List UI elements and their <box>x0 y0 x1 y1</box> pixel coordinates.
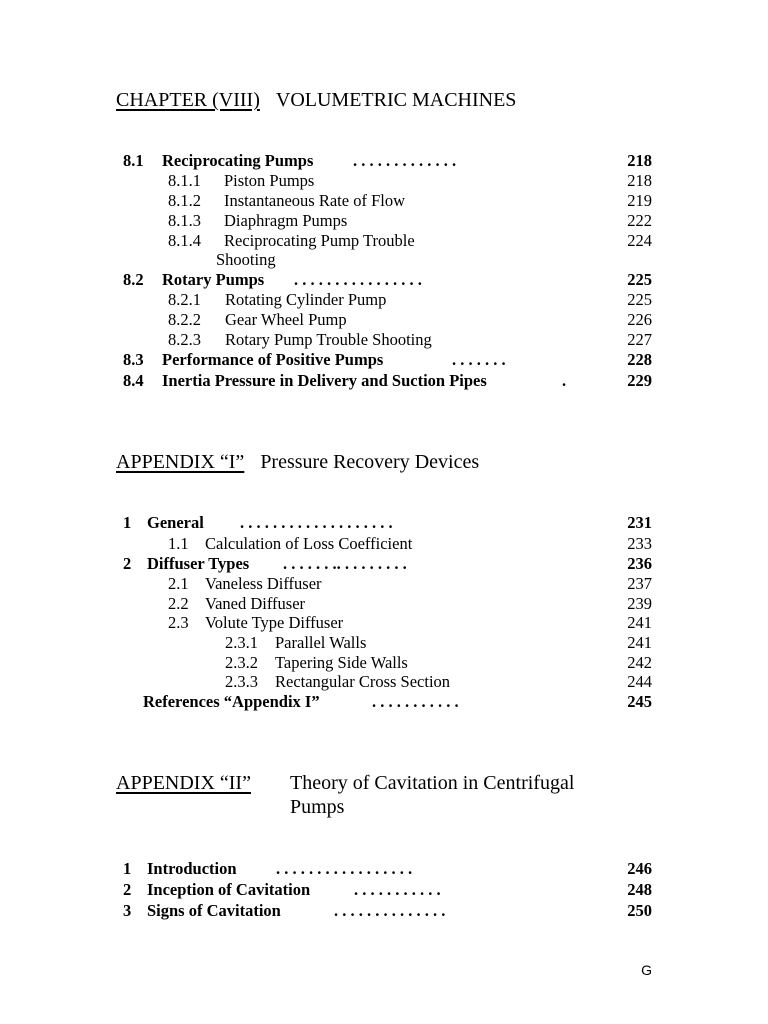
entry-page: 229 <box>627 371 652 390</box>
entry-number: 2.3.3 <box>225 672 258 691</box>
entry-title: Calculation of Loss Coefficient <box>205 534 413 553</box>
entry-page: 231 <box>627 513 652 532</box>
entry-page: 241 <box>627 633 652 652</box>
entry-number: 2.3 <box>168 613 189 632</box>
entry-number: 2.3.1 <box>225 633 258 652</box>
entry-page: 239 <box>627 594 652 613</box>
entry-page: 218 <box>627 151 652 170</box>
entry-title: References “Appendix I” <box>143 692 320 711</box>
entry-page: 250 <box>627 901 652 920</box>
toc-entry[interactable] <box>0 231 768 251</box>
entry-page: 241 <box>627 613 652 632</box>
toc-entry[interactable] <box>0 880 768 900</box>
toc-entry[interactable] <box>0 633 768 653</box>
toc-entry[interactable] <box>0 290 768 310</box>
toc-entry[interactable] <box>0 534 768 554</box>
entry-page: 227 <box>627 330 652 349</box>
toc-entry[interactable] <box>0 151 768 171</box>
entry-title: Vaned Diffuser <box>205 594 306 613</box>
entry-title: Rectangular Cross Section <box>275 672 451 691</box>
toc-entry[interactable] <box>0 692 768 712</box>
entry-page: 228 <box>627 350 652 369</box>
entry-page: 219 <box>627 191 652 210</box>
entry-page: 233 <box>627 534 652 553</box>
entry-number: 8.2.3 <box>168 330 201 349</box>
entry-title: Tapering Side Walls <box>275 653 408 672</box>
leader-dots: . . . . . . . . . . . . . . <box>334 901 446 920</box>
entry-page: 236 <box>627 554 652 573</box>
toc-entry[interactable] <box>0 574 768 594</box>
leader-dots: . . . . . . . . . . . . . . . . <box>294 270 422 289</box>
toc-entry[interactable] <box>0 513 768 533</box>
chapter-8-label: CHAPTER (VIII) <box>116 89 260 111</box>
entry-number: 8.1.3 <box>168 211 201 230</box>
entry-number: 8.1.1 <box>168 171 201 190</box>
entry-number: 8.4 <box>123 371 144 390</box>
entry-page: 237 <box>627 574 652 593</box>
entry-page: 248 <box>627 880 652 899</box>
toc-entry[interactable] <box>0 371 768 391</box>
toc-entry[interactable] <box>0 859 768 879</box>
leader-dots: . . . . . . . . . . . . . . . . . . . <box>240 513 393 532</box>
entry-title: Performance of Positive Pumps <box>162 350 384 369</box>
appendix-1-title: Pressure Recovery Devices <box>260 451 480 473</box>
entry-number: 8.2.1 <box>168 290 201 309</box>
page-letter: G <box>641 962 652 978</box>
leader-dots: . . . . . . .. . . . . . . . . <box>283 554 407 573</box>
appendix-2-label: APPENDIX “II” <box>116 772 251 794</box>
toc-entry[interactable] <box>0 653 768 673</box>
toc-entry[interactable] <box>0 191 768 211</box>
entry-number: 8.1.4 <box>168 231 201 250</box>
entry-title: Inception of Cavitation <box>147 880 311 899</box>
entry-number: 3 <box>123 901 132 920</box>
chapter-8-title: VOLUMETRIC MACHINES <box>275 89 517 111</box>
entry-page: 225 <box>627 270 652 289</box>
appendix-2-heading <box>116 771 636 823</box>
entry-number: 2.1 <box>168 574 189 593</box>
entry-title: Reciprocating Pump Trouble <box>224 231 415 250</box>
entry-title: Rotating Cylinder Pump <box>225 290 387 309</box>
entry-number: 8.1 <box>123 151 144 170</box>
entry-number: 1 <box>123 859 132 878</box>
leader-dots: . . . . . . . . . . . <box>372 692 459 711</box>
entry-page: 245 <box>627 692 652 711</box>
entry-page: 242 <box>627 653 652 672</box>
toc-entry[interactable] <box>0 211 768 231</box>
toc-entry[interactable] <box>0 350 768 370</box>
entry-page: 218 <box>627 171 652 190</box>
entry-title-continued: Shooting <box>216 250 276 269</box>
chapter-8-heading <box>116 88 516 112</box>
appendix-2-title: Theory of Cavitation in Centrifugal Pumps <box>290 772 575 818</box>
entry-title: Vaneless Diffuser <box>205 574 322 593</box>
entry-title: Diaphragm Pumps <box>224 211 348 230</box>
entry-number: 2.3.2 <box>225 653 258 672</box>
entry-title: Parallel Walls <box>275 633 367 652</box>
toc-entry[interactable] <box>0 330 768 350</box>
entry-title: Rotary Pump Trouble Shooting <box>225 330 432 349</box>
leader-dots: . . . . . . . . . . . . . <box>353 151 457 170</box>
toc-entry[interactable] <box>0 554 768 574</box>
toc-entry[interactable] <box>0 901 768 921</box>
toc-entry[interactable] <box>0 171 768 191</box>
leader-dots: . . . . . . . . . . . . . . . . . <box>276 859 413 878</box>
entry-number: 8.3 <box>123 350 144 369</box>
entry-title: Instantaneous Rate of Flow <box>224 191 406 210</box>
leader-dots: . <box>562 371 567 390</box>
entry-page: 224 <box>627 231 652 250</box>
entry-page: 222 <box>627 211 652 230</box>
toc-entry[interactable] <box>0 672 768 692</box>
entry-number: 1.1 <box>168 534 189 553</box>
entry-title: General <box>147 513 204 532</box>
entry-title: Volute Type Diffuser <box>205 613 344 632</box>
entry-number: 2.2 <box>168 594 189 613</box>
entry-number: 8.2 <box>123 270 144 289</box>
entry-title: Signs of Cavitation <box>147 901 281 920</box>
entry-number: 2 <box>123 880 132 899</box>
toc-entry[interactable] <box>0 613 768 633</box>
appendix-1-label: APPENDIX “I” <box>116 451 245 473</box>
entry-title: Rotary Pumps <box>162 270 265 289</box>
entry-title: Inertia Pressure in Delivery and Suction Pipes <box>162 371 487 390</box>
entry-number: 8.1.2 <box>168 191 201 210</box>
toc-entry[interactable] <box>0 270 768 290</box>
entry-title: Piston Pumps <box>224 171 315 190</box>
entry-title: Reciprocating Pumps <box>162 151 314 170</box>
entry-title: Gear Wheel Pump <box>225 310 347 329</box>
toc-entry[interactable] <box>0 310 768 330</box>
entry-page: 244 <box>627 672 652 691</box>
toc-entry[interactable] <box>0 594 768 614</box>
toc-entry-continuation <box>0 250 768 270</box>
entry-page: 246 <box>627 859 652 878</box>
leader-dots: . . . . . . . . . . . <box>354 880 441 899</box>
entry-title: Diffuser Types <box>147 554 250 573</box>
appendix-1-heading <box>116 450 479 474</box>
entry-page: 226 <box>627 310 652 329</box>
entry-number: 8.2.2 <box>168 310 201 329</box>
entry-number: 1 <box>123 513 132 532</box>
leader-dots: . . . . . . . <box>452 350 506 369</box>
entry-number: 2 <box>123 554 132 573</box>
entry-page: 225 <box>627 290 652 309</box>
entry-title: Introduction <box>147 859 237 878</box>
